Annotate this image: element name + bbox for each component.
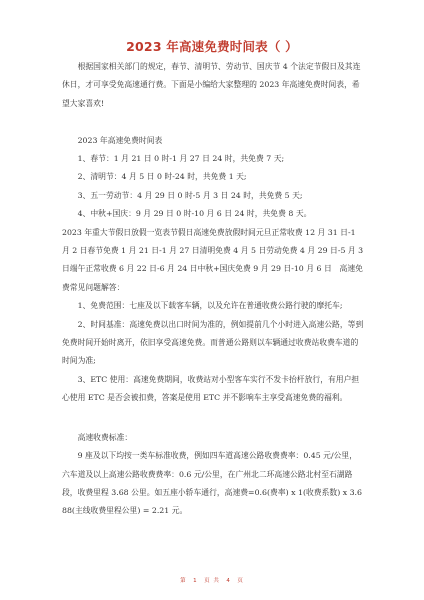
page-footer: 第 1 页 共 4 页	[180, 578, 244, 584]
schedule-item-labor-day: 3、五一劳动节：4 月 29 日 0 时-5 月 3 日 24 时，共免费 5 天;	[77, 190, 303, 200]
schedule-item-midautumn-national: 4、中秋+国庆：9 月 29 日 0 时-10 月 6 日 24 时，共免费 8 天。	[77, 209, 312, 219]
holiday-summary-paragraph: 2023 年重大节假日放假一览表节假日高速免费放假时间元旦正常收费 12 月 31 日-1 月 2 日春节免费 1 月 21 日-1 月 27 日清明免费 4 月 5 日劳动免费 4 月 29 日-5 月 3 日端午正常收费 6 月 22 日-6 月 24 日中秋+国庆免费 9 月 29 日-10 月 6 日 高速免费常见问题解答：	[62, 227, 364, 292]
section-heading: 2023 年高速免费时间表	[77, 135, 163, 145]
faq-item-time-basis: 2、时间基准：高速免费以出口时间为准的，例如提前几个小时进入高速公路，等到免费时间开始时离开，依旧享受高速免费。而普通公路则以车辆通过收费站收费车道的时间为准;	[62, 319, 364, 366]
paragraph-gap	[62, 113, 364, 131]
paragraph-gap	[62, 408, 364, 429]
fee-standard-paragraph: 9 座及以下均按一类车标准收费，例如四车道高速公路收费费率：0.45 元/公里，六车道及以上高速公路收费费率：0.6 元/公里，在广州北二环高速公路北村至石湖路段，收费里程 3.68 公里。如五座小轿车通行，高速费=0.6(费率) x 1(收费系数) x 3.688(主线收费里程公里) = 2.21 元。	[62, 451, 362, 516]
schedule-item-spring-festival: 1、春节：1 月 21 日 0 时-1 月 27 日 24 时，共免费 7 天;	[77, 154, 285, 164]
document-body	[62, 58, 364, 521]
faq-item-etc: 3、ETC 使用：高速免费期间，收费站对小型客车实行不发卡抬杆放行，有用户担心使用 ETC 是否会被扣费，答案是使用 ETC 并不影响车主享受高速免费的福利。	[62, 374, 360, 403]
document-title: 2023 年高速免费时间表（ ）	[126, 39, 298, 54]
intro-paragraph: 根据国家相关部门的规定，春节、清明节、劳动节、国庆节 4 个法定节假日及其连休日，才可享受免高速通行费。下面是小编给大家整理的 2023 年高速免费时间表，希望大家喜欢!	[62, 62, 361, 108]
fee-heading: 高速收费标准：	[77, 432, 133, 442]
schedule-item-qingming: 2、清明节：4 月 5 日 0 时-24 时，共免费 1 天;	[77, 172, 247, 182]
faq-item-scope: 1、免费范围：七座及以下载客车辆，以及允许在普通收费公路行驶的摩托车;	[77, 301, 343, 311]
